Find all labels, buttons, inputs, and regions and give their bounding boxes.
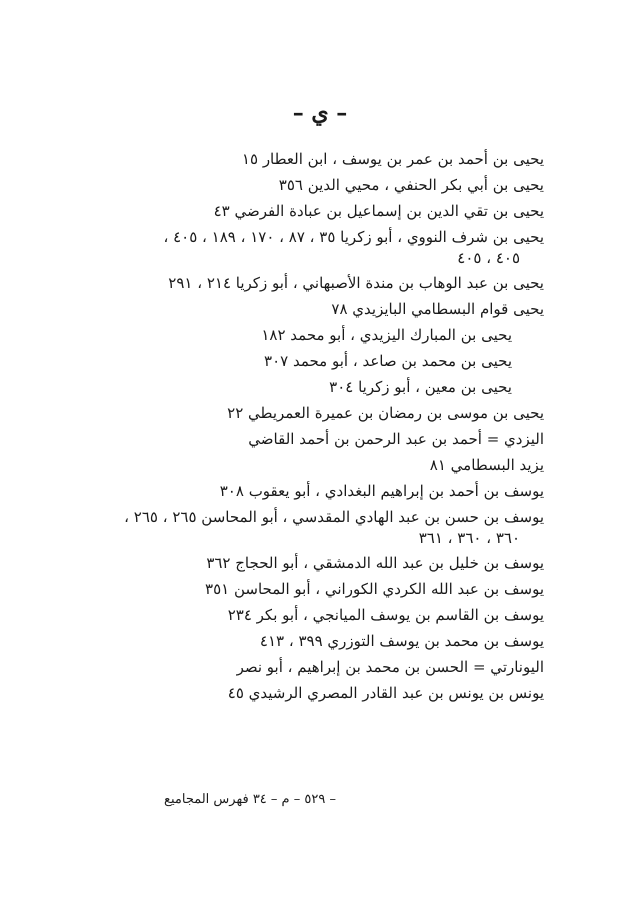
index-entry: يزيد البسطامي ٨١ [429, 456, 544, 474]
index-entries-list [84, 146, 544, 706]
index-entry: يحيى بن أحمد بن عمر بن يوسف ، ابن العطار ١٥ [241, 150, 544, 168]
index-entry: يحيى بن محمد بن صاعد ، أبو محمد ٣٠٧ [264, 352, 512, 370]
index-entry: يوسف بن خليل بن عبد الله الدمشقي ، أبو الحجاج ٣٦٢ [206, 554, 544, 572]
index-entry: يحيى بن شرف النووي ، أبو زكريا ٣٥ ، ٨٧ ، ١٧٠ ، ١٨٩ ، ٤٠٥ ، [163, 228, 544, 246]
index-entry: يوسف بن محمد بن يوسف التوزري ٣٩٩ ، ٤١٣ [259, 632, 544, 650]
index-entry: يحيى قوام البسطامي البايزيدي ٧٨ [331, 300, 544, 318]
index-entry: اليزدي = أحمد بن عبد الرحمن بن أحمد القاضي [248, 430, 544, 448]
index-entry: يحيى بن أبي بكر الحنفي ، محيي الدين ٣٥٦ [278, 176, 544, 194]
index-entry: يحيى بن معين ، أبو زكريا ٣٠٤ [329, 378, 512, 396]
index-entry: يحيى بن المبارك اليزيدي ، أبو محمد ١٨٢ [261, 326, 512, 344]
index-entry-continuation: ٤٠٥ ، ٤٠٥ [457, 249, 520, 267]
index-entry: يوسف بن عبد الله الكردي الكوراني ، أبو المحاسن ٣٥١ [205, 580, 544, 598]
index-entry: يحيى بن تقي الدين بن إسماعيل بن عبادة الفرضي ٤٣ [213, 202, 544, 220]
index-entry: يوسف بن القاسم بن يوسف الميانجي ، أبو بكر ٢٣٤ [227, 606, 544, 624]
index-entry: اليونارتي = الحسن بن محمد بن إبراهيم ، أبو نصر [236, 658, 544, 676]
index-entry: يوسف بن حسن بن عبد الهادي المقدسي ، أبو المحاسن ٢٦٥ ، ٢٦٥ ، [124, 508, 544, 526]
index-entry: يونس بن يونس بن عبد القادر المصري الرشيدي ٤٥ [227, 684, 544, 702]
page-footer: – ٥٢٩ – م – ٣٤ فهرس المجاميع [164, 792, 336, 807]
index-entry-continuation: ٣٦٠ ، ٣٦٠ ، ٣٦١ [418, 529, 520, 547]
index-entry: يوسف بن أحمد بن إبراهيم البغدادي ، أبو يعقوب ٣٠٨ [219, 482, 544, 500]
index-entry: يحيى بن موسى بن رمضان بن عميرة العمريطي ٢٢ [227, 404, 544, 422]
index-entry: يحيى بن عبد الوهاب بن مندة الأصبهاني ، أبو زكريا ٢١٤ ، ٢٩١ [168, 274, 544, 292]
section-letter-heading: – ي – [292, 100, 348, 126]
